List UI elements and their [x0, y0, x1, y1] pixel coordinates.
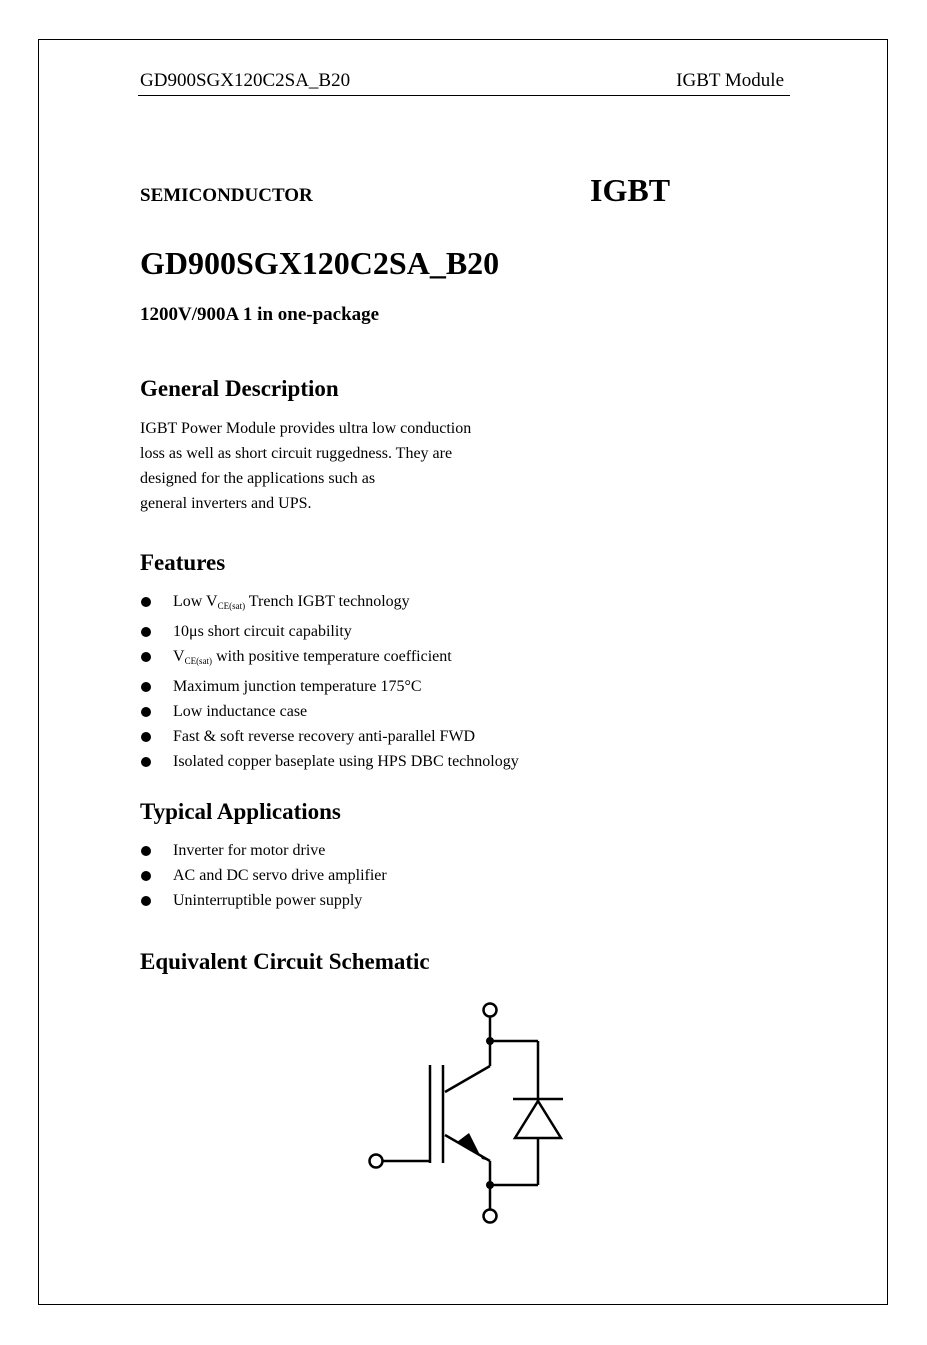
feature-item: Low inductance case: [140, 699, 519, 724]
emitter-terminal: [484, 1210, 497, 1223]
header-rule: [138, 95, 790, 96]
header-part-number: GD900SGX120C2SA_B20: [140, 70, 351, 91]
application-item: Inverter for motor drive: [140, 838, 387, 863]
bullet-icon: [141, 682, 151, 692]
header-module-type: IGBT Module: [676, 70, 784, 91]
applications-heading: Typical Applications: [140, 799, 341, 824]
application-item: AC and DC servo drive amplifier: [140, 863, 387, 888]
description-line: IGBT Power Module provides ultra low conduction: [140, 420, 472, 437]
gate-terminal: [370, 1155, 383, 1168]
feature-item: Maximum junction temperature 175°C: [140, 674, 519, 699]
description-line: designed for the applications such as: [140, 470, 376, 487]
feature-item: 10μs short circuit capability: [140, 619, 519, 644]
category-label: SEMICONDUCTOR: [140, 185, 313, 206]
bullet-icon: [141, 652, 151, 662]
bullet-icon: [141, 732, 151, 742]
igbt-circuit-schematic-icon: [360, 995, 580, 1235]
feature-item: Isolated copper baseplate using HPS DBC technology: [140, 749, 519, 774]
feature-item: Low $V_{CE(sat)}$ Trench IGBT technology: [140, 589, 519, 619]
bullet-icon: [141, 757, 151, 767]
bullet-icon: [141, 896, 151, 906]
feature-item: $V_{CE(sat)}$ with positive temperature coefficient: [140, 644, 519, 674]
bullet-icon: [141, 707, 151, 717]
features-list: [140, 589, 519, 774]
page-title: GD900SGX120C2SA_B20: [140, 245, 500, 281]
bullet-icon: [141, 597, 151, 607]
device-type: IGBT: [590, 172, 671, 208]
applications-list: [140, 838, 387, 913]
application-item: Uninterruptible power supply: [140, 888, 387, 913]
bullet-icon: [141, 846, 151, 856]
collector-terminal: [484, 1004, 497, 1017]
description-line: loss as well as short circuit ruggedness. They are: [140, 445, 453, 462]
schematic-heading: Equivalent Circuit Schematic: [140, 949, 430, 974]
general-description-heading: General Description: [140, 376, 339, 401]
bullet-icon: [141, 627, 151, 637]
description-line: general inverters and UPS.: [140, 495, 312, 512]
general-description-text: [140, 416, 471, 516]
rating-line: 1200V/900A 1 in one-package: [140, 304, 380, 325]
feature-item: Fast & soft reverse recovery anti-parallel FWD: [140, 724, 519, 749]
bullet-icon: [141, 871, 151, 881]
features-heading: Features: [140, 550, 226, 575]
